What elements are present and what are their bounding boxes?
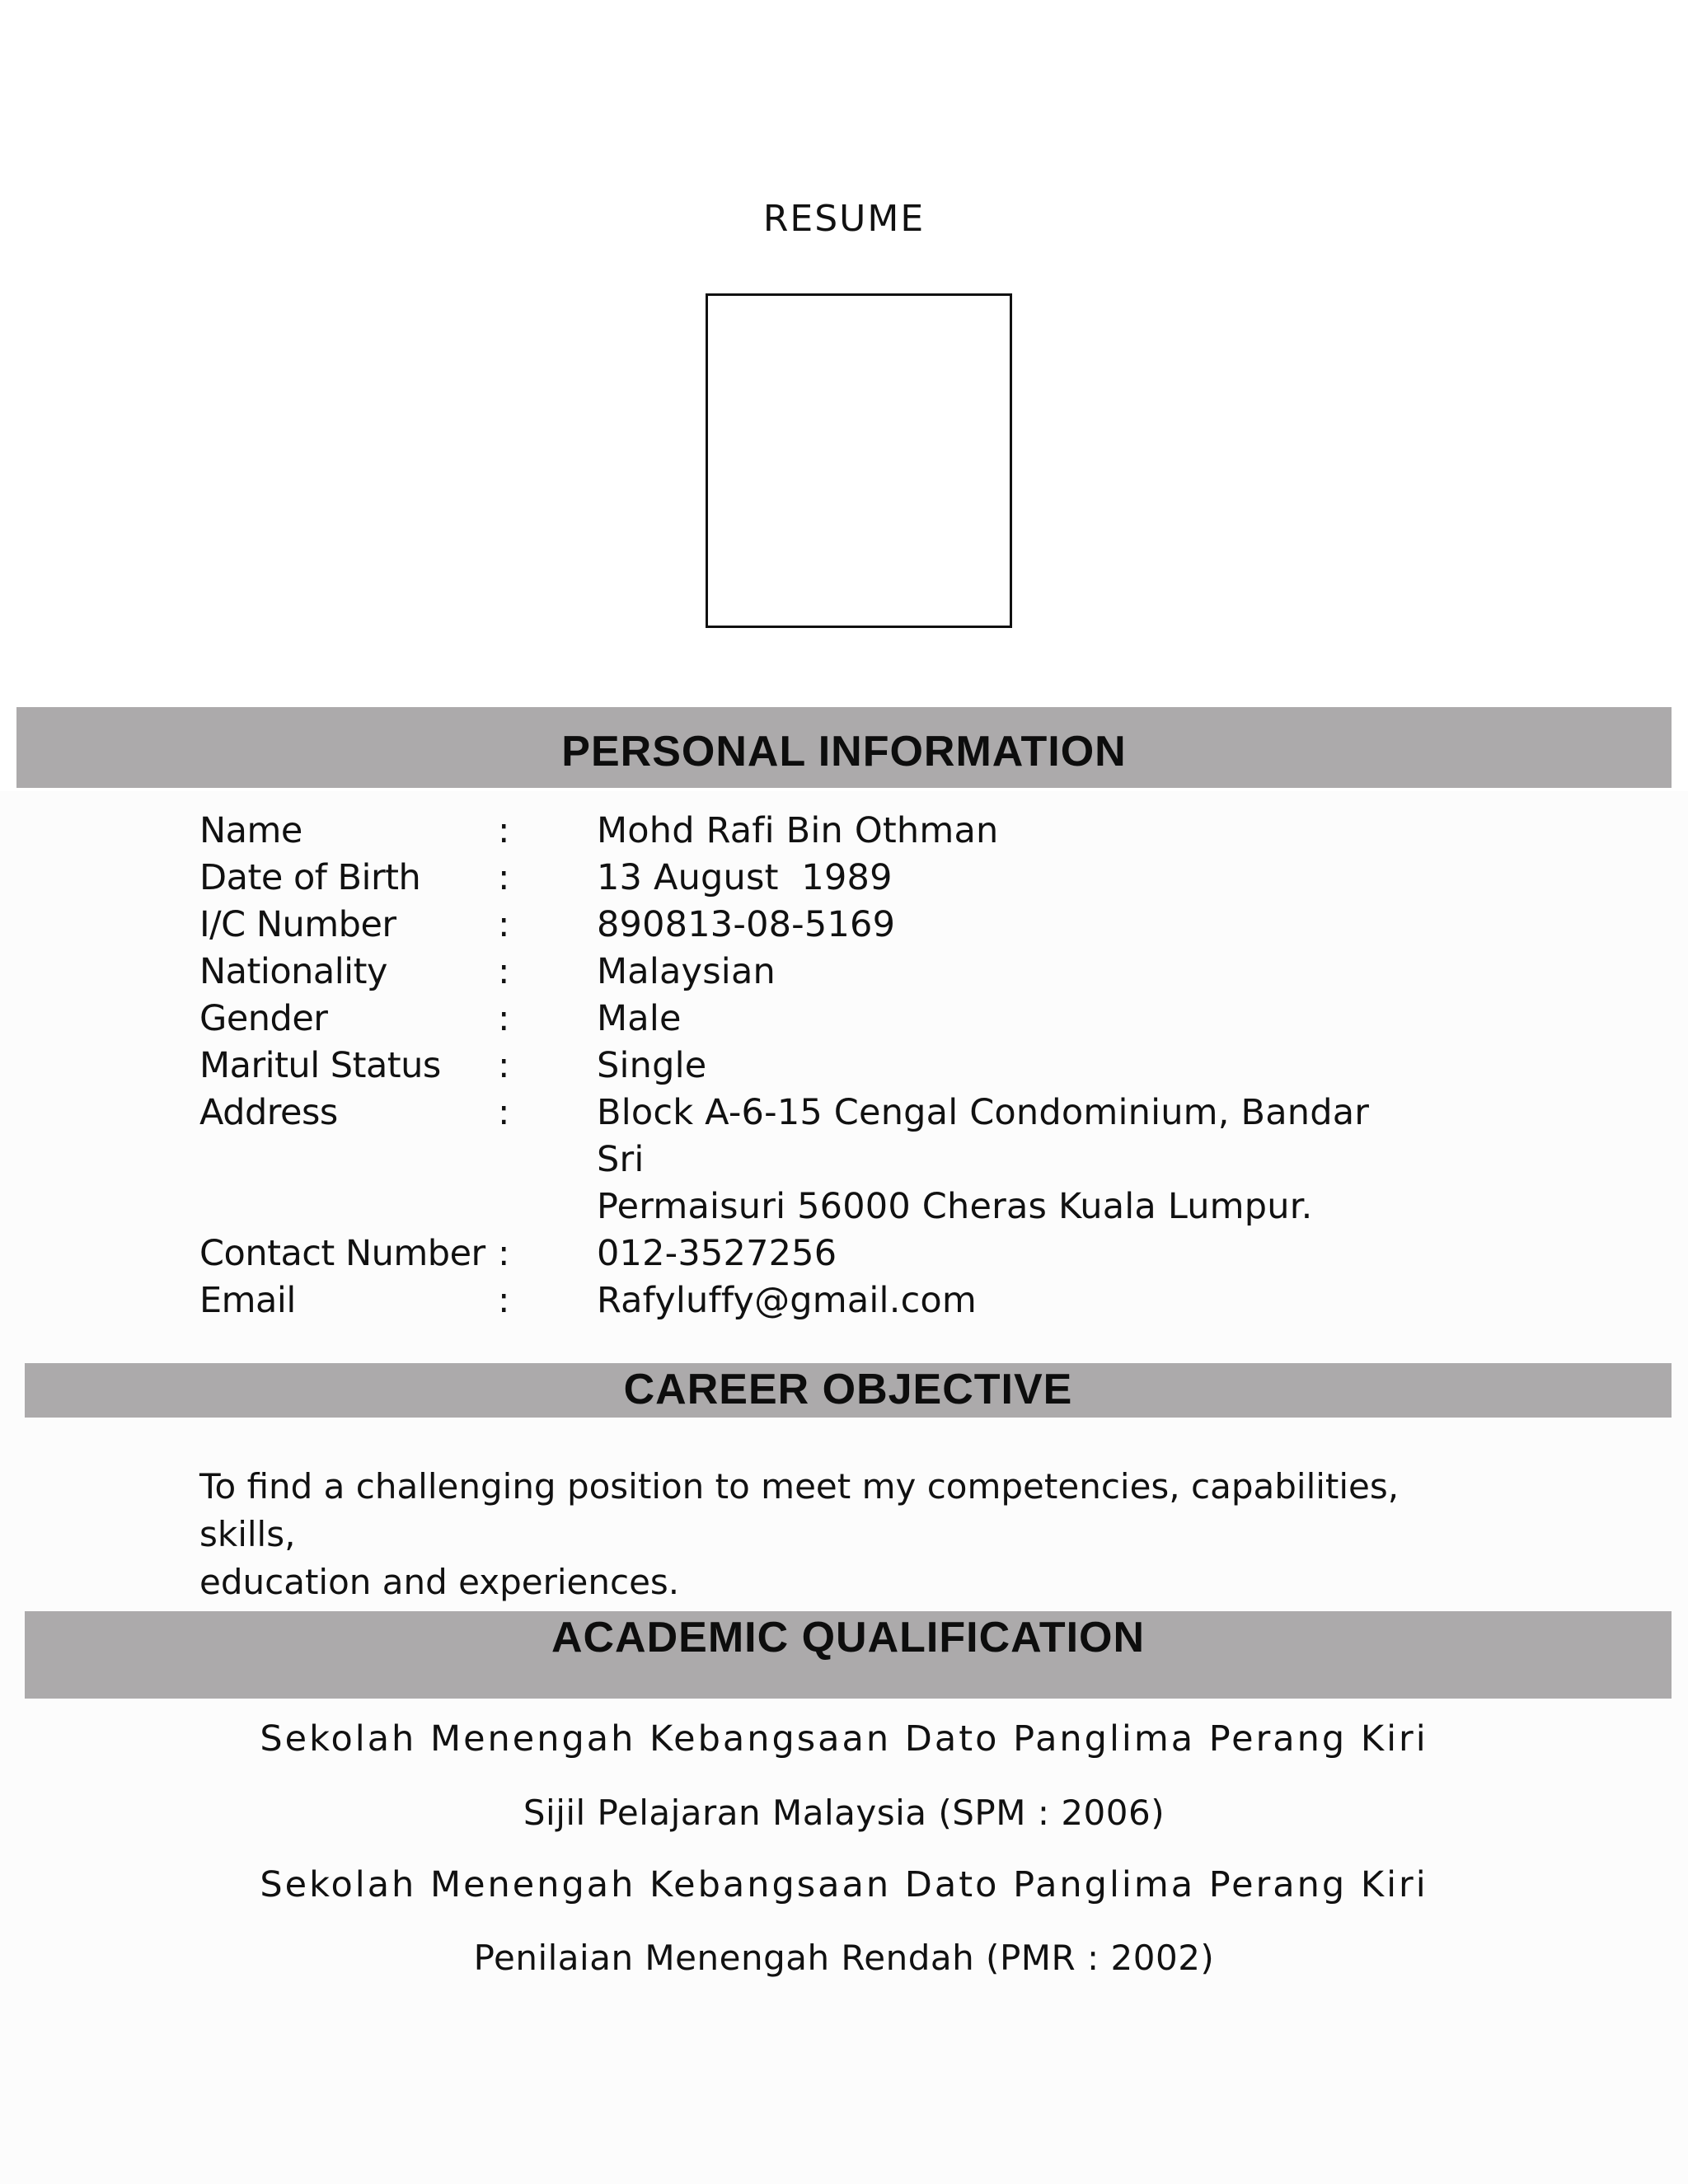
info-value: Malaysian (597, 951, 776, 992)
info-label: Contact Number (199, 1233, 485, 1274)
info-label: Gender (199, 998, 328, 1039)
info-value (597, 1090, 1421, 1230)
academic-school-1: Sekolah Menengah Kebangsaan Dato Panglima Perang Kiri (260, 1718, 1428, 1760)
info-colon: : (498, 951, 510, 992)
resume-title: RESUME (762, 198, 926, 240)
career-objective-line-2: education and experiences. (199, 1562, 680, 1602)
info-row-email (199, 1277, 1421, 1324)
info-colon: : (498, 810, 510, 851)
info-label: Email (199, 1280, 296, 1321)
info-row-contact-number (199, 1230, 1421, 1277)
address-line-1: Block A-6-15 Cengal Condominium, Bandar Sri (597, 1092, 1370, 1180)
info-value: Male (597, 998, 682, 1039)
info-row-gender (199, 996, 1421, 1043)
career-objective-text (199, 1463, 1452, 1606)
academic-school-2: Sekolah Menengah Kebangsaan Dato Panglima Perang Kiri (260, 1864, 1428, 1905)
info-label: Name (199, 810, 302, 851)
academic-certificate-1: Sijil Pelajaran Malaysia (SPM : 2006) (523, 1793, 1165, 1833)
info-value: 890813-08-5169 (597, 904, 896, 945)
info-colon: : (498, 904, 510, 945)
address-line-2: Permaisuri 56000 Cheras Kuala Lumpur. (597, 1186, 1313, 1227)
info-label: I/C Number (199, 904, 396, 945)
info-row-date-of-birth (199, 855, 1421, 902)
info-colon: : (498, 998, 510, 1039)
info-value: Mohd Rafi Bin Othman (597, 810, 999, 851)
info-value: 012-3527256 (597, 1233, 837, 1274)
info-row-name (199, 808, 1421, 855)
section-header-career-objective: CAREER OBJECTIVE (25, 1363, 1672, 1418)
info-label: Maritul Status (199, 1045, 441, 1086)
info-row-marital-status (199, 1043, 1421, 1090)
info-colon: : (498, 1045, 510, 1086)
info-row-ic-number (199, 902, 1421, 949)
section-header-personal-information: PERSONAL INFORMATION (16, 707, 1672, 788)
info-label: Date of Birth (199, 857, 421, 898)
info-colon: : (498, 1280, 510, 1321)
info-row-address (199, 1090, 1421, 1230)
info-colon: : (498, 1092, 510, 1133)
section-header-academic-qualification: ACADEMIC QUALIFICATION (25, 1611, 1672, 1699)
info-row-nationality (199, 949, 1421, 996)
info-value: Single (597, 1045, 707, 1086)
info-label: Address (199, 1092, 338, 1133)
academic-certificate-2: Penilaian Menengah Rendah (PMR : 2002) (473, 1938, 1215, 1978)
photo-placeholder (706, 293, 1012, 628)
info-label: Nationality (199, 951, 387, 992)
email-value: Rafyluffy@gmail.com (597, 1280, 978, 1321)
career-objective-line-1: To find a challenging position to meet my competencies, capabilities, skills, (199, 1466, 1400, 1554)
personal-information-table (199, 808, 1421, 1324)
info-colon: : (498, 857, 510, 898)
info-colon: : (498, 1233, 510, 1274)
info-value: 13 August 1989 (597, 857, 893, 898)
